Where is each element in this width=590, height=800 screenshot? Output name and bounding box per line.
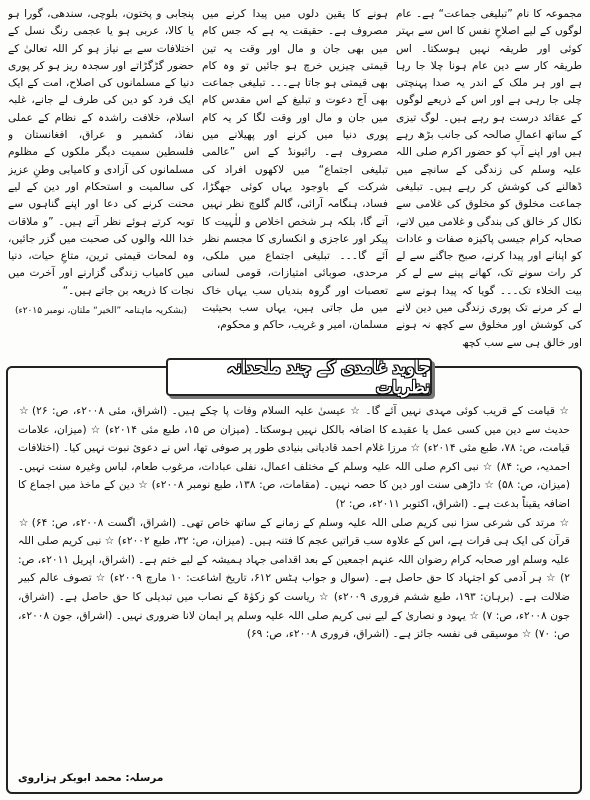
- article-source: (بشکریہ ماہنامہ ”الخیر“ ملتان، نومبر ۲۰۱۵ء): [14, 306, 188, 317]
- views-paragraph: ☆ قیامت کے قریب کوئی مہدی نہیں آئے گا۔ ☆ عیسیٰ علیہ السلام وفات پا چکے ہیں۔ (اشراق، مئی ۲۰۰۸ء، ص: ۲۶) ☆ حدیث سے دین میں کسی عمل یا عقیدے کا اضافہ بالکل نہیں ہوسکتا۔ (میزان ص ۱۵، طبع مئی ۲۰۱۴ء) ☆ (میزان، علامات قیامت، ص: ۷۸، طبع مئی ۲۰۱۴ء) ☆ مرزا غلام احمد قادیانی بنیادی طور پر صوفی تھا، اس نے دعوئ نبوت نہیں کیا۔ (اختلافات احمدیہ، ص: ۸۴) ☆ نبی اکرم صلی اللہ علیہ وسلم کے مختلف اعمال، نفلی عبادات، مرغوب طعام، لباس وغیرہ سنت نہیں۔ (میزان، ص: ۵۸) ☆ داڑھی سنت اور دین کا حصہ نہیں۔ (مقامات، ص: ۱۳۸، طبع نومبر ۲۰۰۸ء) ☆ دین کے ماخذ میں اجماع کا اضافہ یقیناً بدعت ہے۔ (اشراق، اکتوبر ۲۰۱۱ء، ص: ۲): [18, 405, 570, 510]
- sender-credit: مرسلہ: محمد ابوبکر ہزاروی: [18, 772, 164, 784]
- article-columns: [8, 6, 582, 362]
- article-column-left: [8, 6, 194, 362]
- column-text: پنجابی و پختون، بلوچی، سندھی، گورا ہو یا کالا، عربی ہو یا عجمی رنگ نسل کے اختلافات سے بے نیاز ہو کر اللہ تعالیٰ کے حضور گڑگڑاتے اور سجدہ ریز ہو کر پوری دنیا کے مسلمانوں کی اصلاح، امت کے ایک ایک فرد کو دین کی طرف لے جانے، غلبہ اسلام، خلافت راشدہ کے نظام کے عملی نفاذ، کشمیر و عراق، افغانستان و فلسطین سمیت دیگر ملکوں کے مظلوم مسلمانوں کی آزادی و کامیابی وطنِ عزیز کی سالمیت و استحکام اور دین کے لیے محنت کرنے کی دعا اور اپنے گناہوں سے توبہ کرتے ہوئے نظر آتے ہیں۔ ”و ملاقات خدا اللہ والوں کی صحبت میں گزر جائیں، وہ لمحات قیمتی ترین، متاعِ حیات، دنیا میں کامیاب زندگی گزارنے اور آخرت میں نجات کا ذریعہ بن جاتے ہیں۔“: [8, 8, 194, 297]
- article-column-right: [396, 6, 582, 362]
- box-title: جاوید غامدی کے چند ملحدانہ نظریات: [226, 357, 430, 398]
- views-list: [18, 402, 570, 762]
- column-text: مجموعہ کا نام ”تبلیغی جماعت“ ہے۔ عام لوگوں کے لیے اصلاحِ نفس کا اس سے بہتر کوئی اور طریقہ نہیں ہوسکتا۔ اس طریقہ کار سے دین عام ہونا چلا جا رہا ہے اور ہر ملک کے اندر یہ صدا پہنچتی چلی جا رہی ہے اور اس کے ذریعے لوگوں کے عقائد درست ہو رہے ہیں۔ لوگ تیزی کے ساتھ اعمالِ صالحہ کی جانب بڑھ رہے ہیں اور اپنے آپ کو حضور اکرم صلی اللہ علیہ وسلم کی زندگی کے سانچے میں ڈھالنے کی کوشش کر رہے ہیں۔ تبلیغی جماعت مخلوق کو مخلوق کی غلامی سے نکال کر خالق کی بندگی و غلامی میں لانے، صحابہ کرام جیسی پاکیزہ صفات و عادات کو اپنانے اور پیدا کرنے، صبح جاگنے سے لے کر رات سونے تک، کھانے پینے سے لے کر بیت الخلاء تک۔۔۔ گویا کہ پیدا ہونے سے لے کر مرنے تک پوری زندگی میں دین لانے کی کوشش اور مخلوق سے کچھ نہ ہونے اور خالق ہی سے سب کچھ: [396, 8, 582, 349]
- article-column-middle: [202, 6, 388, 362]
- box-title-banner: [166, 358, 432, 396]
- views-box: [6, 357, 582, 794]
- column-text: ہونے کا یقین دلوں میں پیدا کرنے میں مصروف ہے۔ حقیقت یہ ہے کہ جس کام میں بھی جان و مال اور وقت یہ تین قیمتی چیزیں خرچ ہو جائیں تو وہ کام بھی قیمتی ہو جاتا ہے۔۔۔ تبلیغی جماعت بھی آج دعوت و تبلیغ کے اس مقدس کام میں جان و مال اور وقت لگا کر یہ کام پوری دنیا میں کرنے اور پھیلانے میں مصروف ہے۔ رائیونڈ کے اس ”عالمی تبلیغی اجتماع“ میں لاکھوں افراد کی شرکت کے باوجود یہاں کوئی جھگڑا، فساد، ہنگامہ آرائی، گالم گلوچ نظر نہیں آتے گا، بلکہ ہر شخص اخلاص و للٰہیت کا پیکر اور عاجزی و انکساری کا مجسم نظر آئے گا۔۔۔ تبلیغی اجتماع میں ملکی، مرحدی، صوبائی امتیازات، قومی لسانی تعصبات اور گروہ بندیاں سب یہاں خاک میں مل جاتی ہیں، یہاں سب بحیثیت مسلمان، امیر و غریب، حاکم و محکوم،: [202, 8, 388, 332]
- views-paragraph: ☆ مرتد کی شرعی سزا نبی کریم صلی اللہ علیہ وسلم کے زمانے کے ساتھ خاص تھی۔ (اشراق، اگست ۲۰۰۸ء، ص: ۶۴) ☆ قرآن کی ایک ہی قرات ہے، اس کے علاوہ سب قراتیں عجم کا فتنہ ہیں۔ (میزان، ص: ۳۲، طبع ۲۰۰۲ء) ☆ نبی کریم صلی اللہ علیہ وسلم اور صحابہ کرام رضوان اللہ عنہم اجمعین کے بعد اقدامی جہاد ہمیشہ کے لیے ختم ہے۔ (اشراق، اپریل ۲۰۱۱ء، ص: ۲) ☆ ہر آدمی کو اجتہاد کا حق حاصل ہے۔ (سوال و جواب ہٹس ۶۱۲، تاریخ اشاعت: ۱۰ مارچ ۲۰۰۹ء) ☆ تصوف عالم کبیر ضلالت ہے۔ (برہان: ۱۹۳، طبع ششم فروری ۲۰۰۹ء) ☆ ریاست کو زکوٰۃ کے نصاب میں تبدیلی کا حق حاصل ہے۔ (اشراق، جون ۲۰۰۸ء، ص: ۷) ☆ یہود و نصاریٰ کے لیے نبی کریم صلی اللہ علیہ وسلم پر ایمان لانا ضروری نہیں۔ (اشراق، جون ۲۰۰۸ء، ص: ۷۰) ☆ موسیقی فی نفسہ جائز ہے۔ (اشراق، فروری ۲۰۰۸ء، ص: ۶۹): [18, 516, 570, 641]
